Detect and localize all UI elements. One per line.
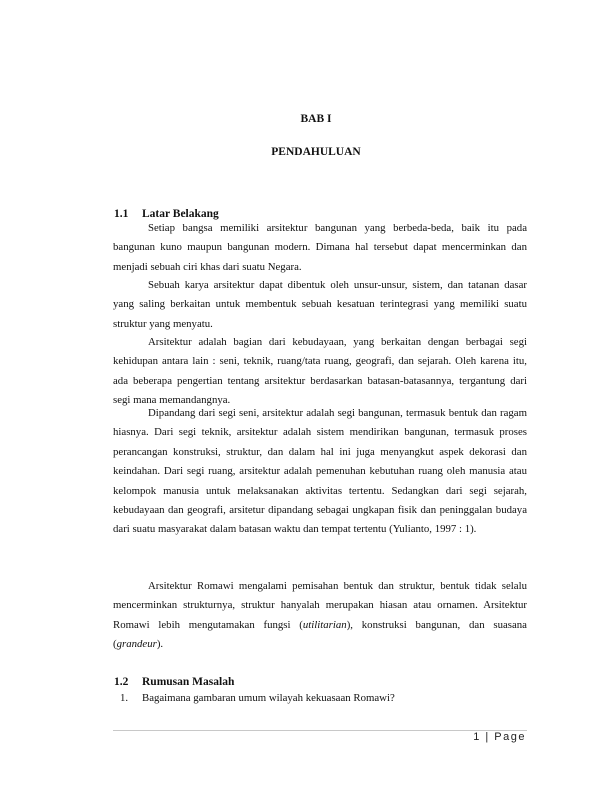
paragraph-5-text-a: Arsitektur Romawi mengalami pemisahan bentuk dan struktur, bentuk tidak selalu mencerminkan strukturnya, struktur hanyalah merupakan hiasan atau ornamen. Arsitektur Romawi lebih mengutamakan fungsi ( bbox=[113, 580, 527, 631]
footer-divider bbox=[113, 730, 527, 731]
section-number: 1.2 bbox=[114, 676, 129, 688]
paragraph-2: Sebuah karya arsitektur dapat dibentuk oleh unsur-unsur, sistem, dan tatanan dasar yang saling berkaitan untuk membentuk sebuah kesatuan terintegrasi yang memiliki suatu struktur yang menyatu. bbox=[113, 279, 527, 330]
paragraph-4: Dipandang dari segi seni, arsitektur adalah segi bangunan, termasuk bentuk dan ragam hiasnya. Dari segi teknik, arsitektur adalah sistem mendirikan bangunan, termasuk proses perancangan konstruksi, struktur, dan dalam hal ini juga menyangkut aspek dekorasi dan keindahan. Dari segi ruang, arsitektur adalah pemenuhan kebutuhan ruang oleh manusia atau kelompok manusia untuk melaksanakan aktivitas tertentu. Sedangkan dari segi sejarah, kebudayaan dan geografi, arsitetur dipandang sebagai ungkapan fisik dan peninggalan budaya dari suatu masyarakat dalam batasan waktu dan tempat tertentu (Yulianto, 1997 : 1). bbox=[113, 407, 527, 536]
chapter-title: BAB I bbox=[300, 113, 332, 125]
chapter-subtitle: PENDAHULUAN bbox=[271, 146, 361, 158]
paragraph-5-text-e: ). bbox=[156, 638, 164, 651]
section-heading-rumusan-masalah bbox=[114, 676, 234, 688]
paragraph-5 bbox=[113, 577, 527, 655]
list-item-text: Bagaimana gambaran umum wilayah kekuasaan Romawi? bbox=[142, 692, 395, 704]
term-utilitarian: utilitarian bbox=[302, 618, 347, 631]
page-number: 1 bbox=[473, 731, 481, 743]
paragraph-3: Arsitektur adalah bagian dari kebudayaan, yang berkaitan dengan berbagai segi kehidupan antara lain : seni, teknik, ruang/tata ruang, geografi, dan sejarah. Oleh karena itu, ada beberapa pengertian tentang arsitektur berdasarkan batasan-batasannya, tergantung dari segi mana memandangnya. bbox=[113, 336, 527, 407]
page-footer bbox=[473, 731, 526, 743]
section-number: 1.1 bbox=[114, 208, 129, 220]
section-title: Latar Belakang bbox=[142, 208, 219, 220]
page-label: Page bbox=[494, 731, 526, 743]
section-title: Rumusan Masalah bbox=[142, 676, 235, 688]
term-grandeur: grandeur bbox=[116, 638, 157, 651]
paragraph-5-text-c: ), konstruksi bangunan, dan suasana ( bbox=[113, 618, 527, 651]
paragraph-1: Setiap bangsa memiliki arsitektur bangunan yang berbeda-beda, baik itu pada bangunan kuno maupun bangunan modern. Dimana hal tersebut dapat mencerminkan dan menjadi sebuah ciri khas dari suatu Negara. bbox=[113, 222, 527, 273]
list-item bbox=[120, 692, 395, 704]
footer-separator: | bbox=[485, 731, 490, 743]
list-item-number: 1. bbox=[120, 692, 129, 704]
